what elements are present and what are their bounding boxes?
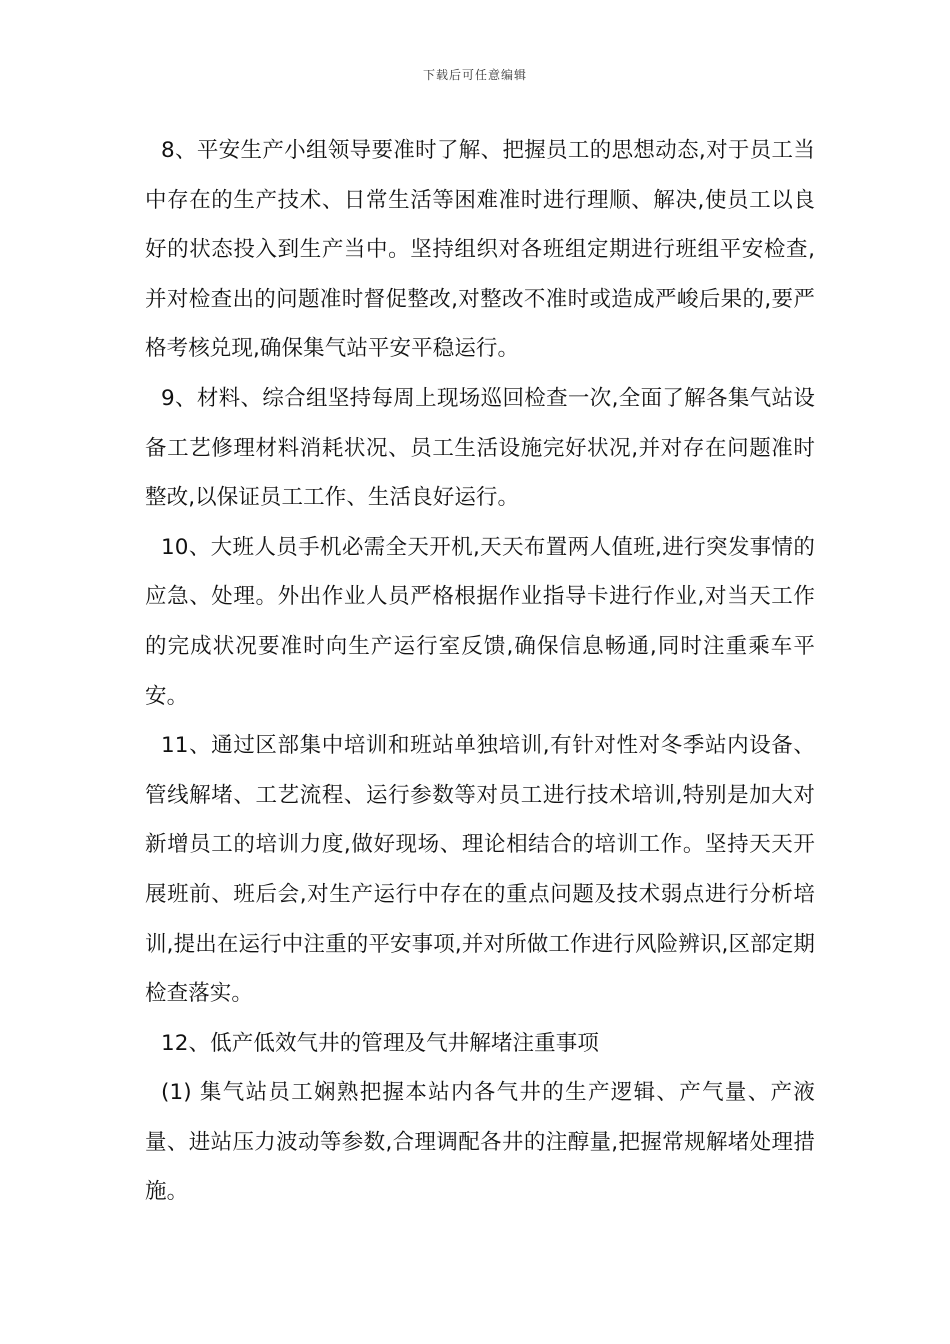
- paragraph-12-item-1: (1) 集气站员工娴熟把握本站内各气井的生产逻辑、产气量、产液量、进站压力波动等参数,合理调配各井的注醇量,把握常规解堵处理措施。: [145, 1080, 815, 1205]
- page-header: 下载后可任意编辑: [422, 68, 527, 82]
- document-body: [145, 126, 815, 1217]
- paragraph-12-heading: 12、低产低效气井的管理及气井解堵注重事项: [161, 1030, 599, 1056]
- paragraph-11: 11、通过区部集中培训和班站单独培训,有针对性对冬季站内设备、管线解堵、工艺流程、运行参数等对员工进行技术培训,特别是加大对新增员工的培训力度,做好现场、理论相结合的培训工作。坚持天天开展班前、班后会,对生产运行中存在的重点问题及技术弱点进行分析培训,提出在运行中注重的平安事项,并对所做工作进行风险辨识,区部定期检查落实。: [145, 733, 815, 1007]
- paragraph-9: 9、材料、综合组坚持每周上现场巡回检查一次,全面了解各集气站设备工艺修理材料消耗状况、员工生活设施完好状况,并对存在问题准时整改,以保证员工工作、生活良好运行。: [145, 385, 815, 511]
- paragraph-10: 10、大班人员手机必需全天开机,天天布置两人值班,进行突发事情的应急、处理。外出作业人员严格根据作业指导卡进行作业,对当天工作的完成状况要准时向生产运行室反馈,确保信息畅通,同时注重乘车平安。: [145, 534, 815, 709]
- paragraph-8: 8、平安生产小组领导要准时了解、把握员工的思想动态,对于员工当中存在的生产技术、日常生活等困难准时进行理顺、解决,使员工以良好的状态投入到生产当中。坚持组织对各班组定期进行班组平安检查,并对检查出的问题准时督促整改,对整改不准时或造成严峻后果的,要严格考核兑现,确保集气站平安平稳运行。: [145, 138, 815, 362]
